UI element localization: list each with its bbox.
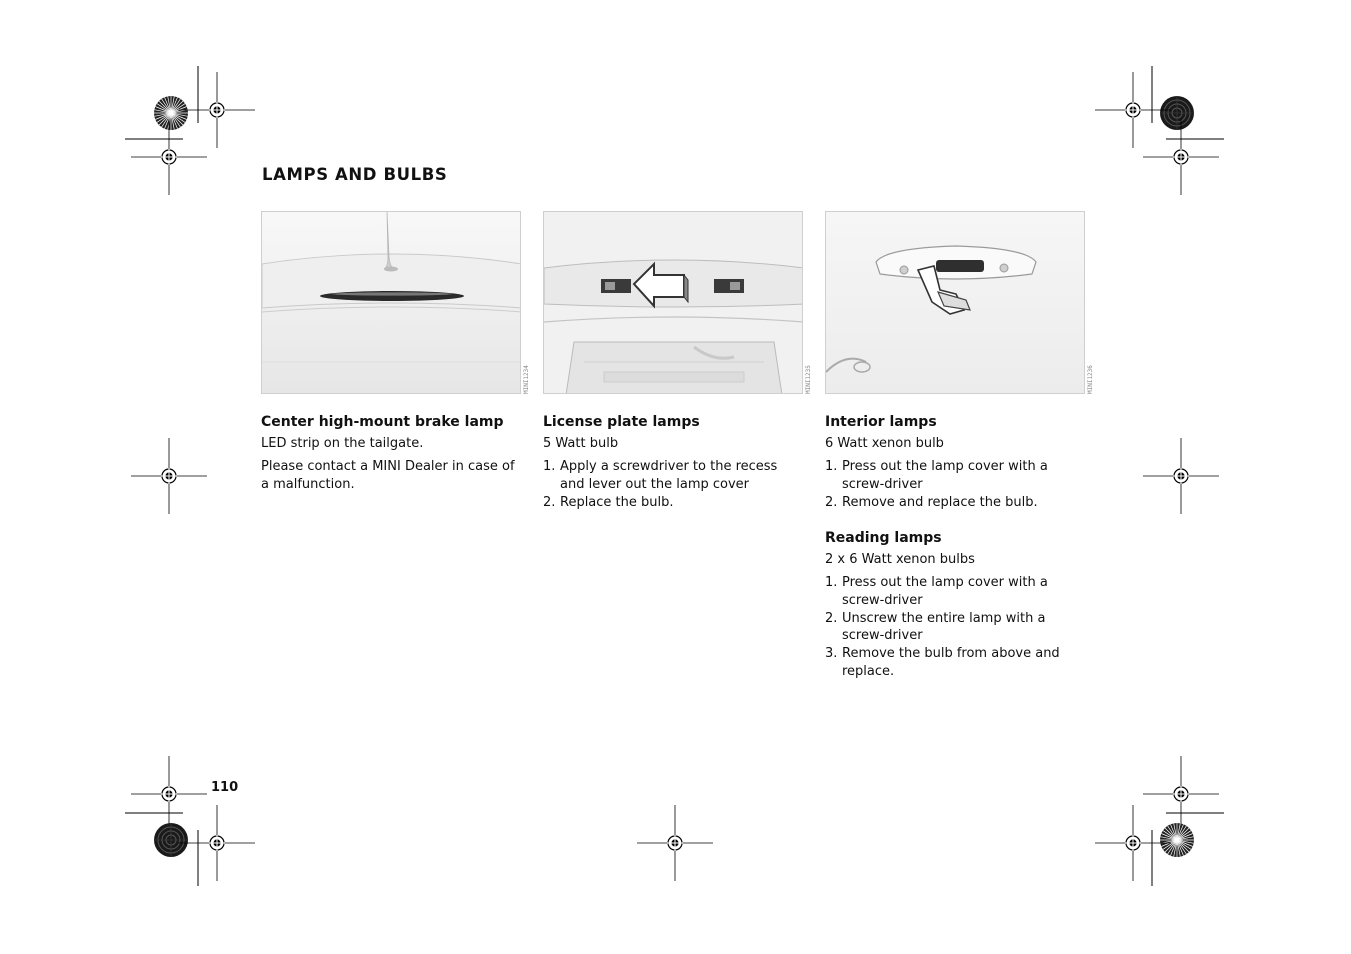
step-number: 2. <box>825 494 838 510</box>
steps-list <box>825 574 1087 680</box>
step-text: Remove and replace the bulb. <box>842 494 1038 510</box>
figure-code: MINI1234 <box>523 365 530 394</box>
step-number: 1. <box>543 459 556 474</box>
brake-lamp-section <box>261 413 523 499</box>
step-number: 2. <box>825 610 838 626</box>
license-plate-section <box>543 413 805 515</box>
page-number: 110 <box>211 780 239 795</box>
step-text: Press out the lamp cover with a screw-driver <box>842 459 1048 492</box>
section-title: Reading lamps <box>825 530 942 546</box>
section-title: Interior lamps <box>825 414 937 430</box>
list-item <box>825 574 1087 609</box>
figure-code: MINI1235 <box>805 365 812 394</box>
section-title: Center high-mount brake lamp <box>261 414 504 430</box>
section-title: License plate lamps <box>543 414 700 430</box>
list-item <box>825 610 1087 645</box>
paragraph: Please contact a MINI Dealer in case of a malfunction. <box>261 459 515 492</box>
list-item <box>543 494 805 512</box>
paragraph: LED strip on the tailgate. <box>261 436 424 451</box>
brake-lamp-illustration <box>261 211 521 394</box>
interior-lamps-section <box>825 413 1087 684</box>
list-item <box>825 458 1087 493</box>
license-plate-lamp-illustration <box>543 211 803 394</box>
step-number: 1. <box>825 459 838 474</box>
step-text: Press out the lamp cover with a screw-driver <box>842 575 1048 608</box>
step-text: Replace the bulb. <box>560 494 674 510</box>
step-text: Apply a screwdriver to the recess and lever out the lamp cover <box>560 459 778 492</box>
list-item <box>825 645 1087 680</box>
steps-list <box>825 458 1087 511</box>
page-title: LAMPS AND BULBS <box>262 165 448 184</box>
step-text: Unscrew the entire lamp with a screw-driver <box>842 610 1046 643</box>
reading-lamps-section <box>825 529 1087 680</box>
step-number: 2. <box>543 494 556 510</box>
steps-list <box>543 458 805 511</box>
step-number: 1. <box>825 575 838 590</box>
figure-code: MINI1236 <box>1087 365 1094 394</box>
list-item <box>825 494 1087 512</box>
bulb-spec: 2 x 6 Watt xenon bulbs <box>825 552 975 567</box>
list-item <box>543 458 805 493</box>
step-text: Remove the bulb from above and replace. <box>842 646 1060 679</box>
bulb-spec: 6 Watt xenon bulb <box>825 436 944 451</box>
step-number: 3. <box>825 646 838 661</box>
interior-lamp-illustration <box>825 211 1085 394</box>
bulb-spec: 5 Watt bulb <box>543 436 619 451</box>
